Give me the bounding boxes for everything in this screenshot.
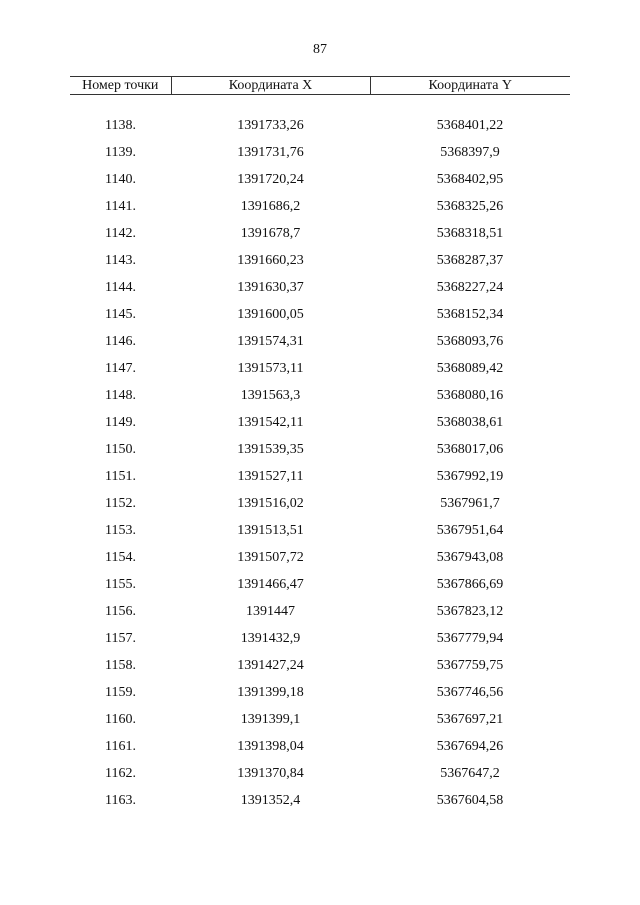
coordinate-x-cell: 1391427,24 bbox=[237, 658, 304, 673]
table-row bbox=[70, 382, 570, 409]
point-number-cell: 1156. bbox=[105, 604, 136, 619]
table-row bbox=[70, 436, 570, 463]
coordinate-x-cell: 1391399,1 bbox=[240, 712, 301, 727]
coordinate-y-cell: 5368017,06 bbox=[436, 442, 504, 457]
point-number-cell: 1146. bbox=[105, 334, 136, 349]
coordinate-x-cell: 1391466,47 bbox=[237, 577, 304, 592]
point-number-cell: 1140. bbox=[105, 172, 136, 187]
coordinate-y-cell: 5367746,56 bbox=[436, 685, 504, 700]
point-number-cell: 1163. bbox=[105, 793, 136, 808]
point-number-cell: 1151. bbox=[105, 469, 136, 484]
table-row bbox=[70, 166, 570, 193]
coordinate-y-cell: 5368397,9 bbox=[440, 145, 500, 160]
coordinate-x-cell: 1391563,3 bbox=[240, 388, 301, 403]
point-number-cell: 1142. bbox=[105, 226, 136, 241]
table-row bbox=[70, 490, 570, 517]
coordinate-y-cell: 5367779,94 bbox=[436, 631, 504, 646]
coordinate-y-cell: 5367604,58 bbox=[436, 793, 504, 808]
coordinate-y-cell: 5368402,95 bbox=[436, 172, 504, 187]
coordinate-y-cell: 5368401,22 bbox=[436, 118, 504, 133]
coordinate-y-cell: 5368152,34 bbox=[436, 307, 504, 322]
coordinate-y-cell: 5367961,7 bbox=[440, 496, 500, 511]
coordinate-x-cell: 1391447 bbox=[246, 604, 295, 619]
column-header-point-number: Номер точки bbox=[70, 77, 171, 95]
coordinate-x-cell: 1391527,11 bbox=[237, 469, 304, 484]
coordinate-y-cell: 5368318,51 bbox=[436, 226, 504, 241]
table-row bbox=[70, 409, 570, 436]
table-row bbox=[70, 544, 570, 571]
table-header-row bbox=[70, 77, 570, 95]
point-number-cell: 1149. bbox=[105, 415, 136, 430]
column-header-coordinate-x: Координата X bbox=[171, 77, 370, 95]
coordinate-y-cell: 5368038,61 bbox=[436, 415, 504, 430]
point-number-cell: 1139. bbox=[105, 145, 136, 160]
point-number-cell: 1148. bbox=[105, 388, 136, 403]
coordinate-x-cell: 1391432,9 bbox=[240, 631, 301, 646]
point-number-cell: 1153. bbox=[105, 523, 136, 538]
coordinate-x-cell: 1391630,37 bbox=[237, 280, 304, 295]
coordinate-y-cell: 5368325,26 bbox=[436, 199, 504, 214]
coordinate-x-cell: 1391398,04 bbox=[237, 739, 304, 754]
coordinate-y-cell: 5367647,2 bbox=[440, 766, 500, 781]
point-number-cell: 1150. bbox=[105, 442, 136, 457]
table-row bbox=[70, 706, 570, 733]
table-row bbox=[70, 220, 570, 247]
coordinate-y-cell: 5367951,64 bbox=[436, 523, 504, 538]
point-number-cell: 1162. bbox=[105, 766, 136, 781]
coordinate-x-cell: 1391399,18 bbox=[237, 685, 304, 700]
point-number-cell: 1152. bbox=[105, 496, 136, 511]
coordinate-x-cell: 1391573,11 bbox=[237, 361, 304, 376]
coordinate-x-cell: 1391539,35 bbox=[237, 442, 304, 457]
table-header bbox=[70, 77, 570, 95]
table-row bbox=[70, 247, 570, 274]
point-number-cell: 1157. bbox=[105, 631, 136, 646]
point-number-cell: 1154. bbox=[105, 550, 136, 565]
coordinate-x-cell: 1391733,26 bbox=[237, 118, 304, 133]
coordinate-x-cell: 1391542,11 bbox=[237, 415, 304, 430]
point-number-cell: 1158. bbox=[105, 658, 136, 673]
point-number-cell: 1143. bbox=[105, 253, 136, 268]
coordinate-x-cell: 1391370,84 bbox=[237, 766, 304, 781]
coordinate-y-cell: 5368089,42 bbox=[436, 361, 504, 376]
table-row bbox=[70, 112, 570, 139]
coordinate-y-cell: 5367943,08 bbox=[436, 550, 504, 565]
table-row bbox=[70, 625, 570, 652]
point-number-cell: 1145. bbox=[105, 307, 136, 322]
table-row bbox=[70, 274, 570, 301]
coordinate-y-cell: 5367759,75 bbox=[436, 658, 504, 673]
table-row bbox=[70, 733, 570, 760]
coordinate-y-cell: 5367866,69 bbox=[436, 577, 504, 592]
table-row bbox=[70, 301, 570, 328]
table-row bbox=[70, 463, 570, 490]
coordinate-x-cell: 1391507,72 bbox=[237, 550, 304, 565]
coordinate-x-cell: 1391600,05 bbox=[237, 307, 304, 322]
table-row bbox=[70, 355, 570, 382]
point-number-cell: 1141. bbox=[105, 199, 136, 214]
table-row bbox=[70, 328, 570, 355]
coordinates-table bbox=[70, 76, 570, 814]
table-row bbox=[70, 787, 570, 814]
point-number-cell: 1161. bbox=[105, 739, 136, 754]
column-header-coordinate-y: Координата Y bbox=[370, 77, 570, 95]
table-row bbox=[70, 652, 570, 679]
table-row bbox=[70, 571, 570, 598]
coordinate-x-cell: 1391660,23 bbox=[237, 253, 304, 268]
coordinate-y-cell: 5368287,37 bbox=[436, 253, 504, 268]
table-row bbox=[70, 139, 570, 166]
coordinate-x-cell: 1391686,2 bbox=[240, 199, 301, 214]
table-row bbox=[70, 598, 570, 625]
point-number-cell: 1160. bbox=[105, 712, 136, 727]
coordinate-x-cell: 1391352,4 bbox=[240, 793, 301, 808]
table-row bbox=[70, 679, 570, 706]
table-body bbox=[70, 95, 570, 815]
table-row bbox=[70, 760, 570, 787]
coordinate-x-cell: 1391678,7 bbox=[240, 226, 301, 241]
table-row bbox=[70, 193, 570, 220]
point-number-cell: 1147. bbox=[105, 361, 136, 376]
header-spacer bbox=[70, 95, 570, 113]
point-number-cell: 1159. bbox=[105, 685, 136, 700]
coordinate-y-cell: 5367992,19 bbox=[436, 469, 504, 484]
point-number-cell: 1155. bbox=[105, 577, 136, 592]
coordinate-y-cell: 5368080,16 bbox=[436, 388, 504, 403]
coordinate-x-cell: 1391731,76 bbox=[237, 145, 304, 160]
coordinate-y-cell: 5368227,24 bbox=[436, 280, 504, 295]
coordinate-x-cell: 1391720,24 bbox=[237, 172, 304, 187]
coordinate-y-cell: 5367823,12 bbox=[436, 604, 504, 619]
coordinate-y-cell: 5368093,76 bbox=[436, 334, 504, 349]
coordinate-y-cell: 5367697,21 bbox=[436, 712, 504, 727]
table-row bbox=[70, 517, 570, 544]
coordinate-y-cell: 5367694,26 bbox=[436, 739, 504, 754]
page-number: 87 bbox=[313, 42, 327, 57]
coordinate-x-cell: 1391574,31 bbox=[237, 334, 304, 349]
point-number-cell: 1144. bbox=[105, 280, 136, 295]
coordinate-x-cell: 1391513,51 bbox=[237, 523, 304, 538]
point-number-cell: 1138. bbox=[105, 118, 136, 133]
coordinate-x-cell: 1391516,02 bbox=[237, 496, 304, 511]
